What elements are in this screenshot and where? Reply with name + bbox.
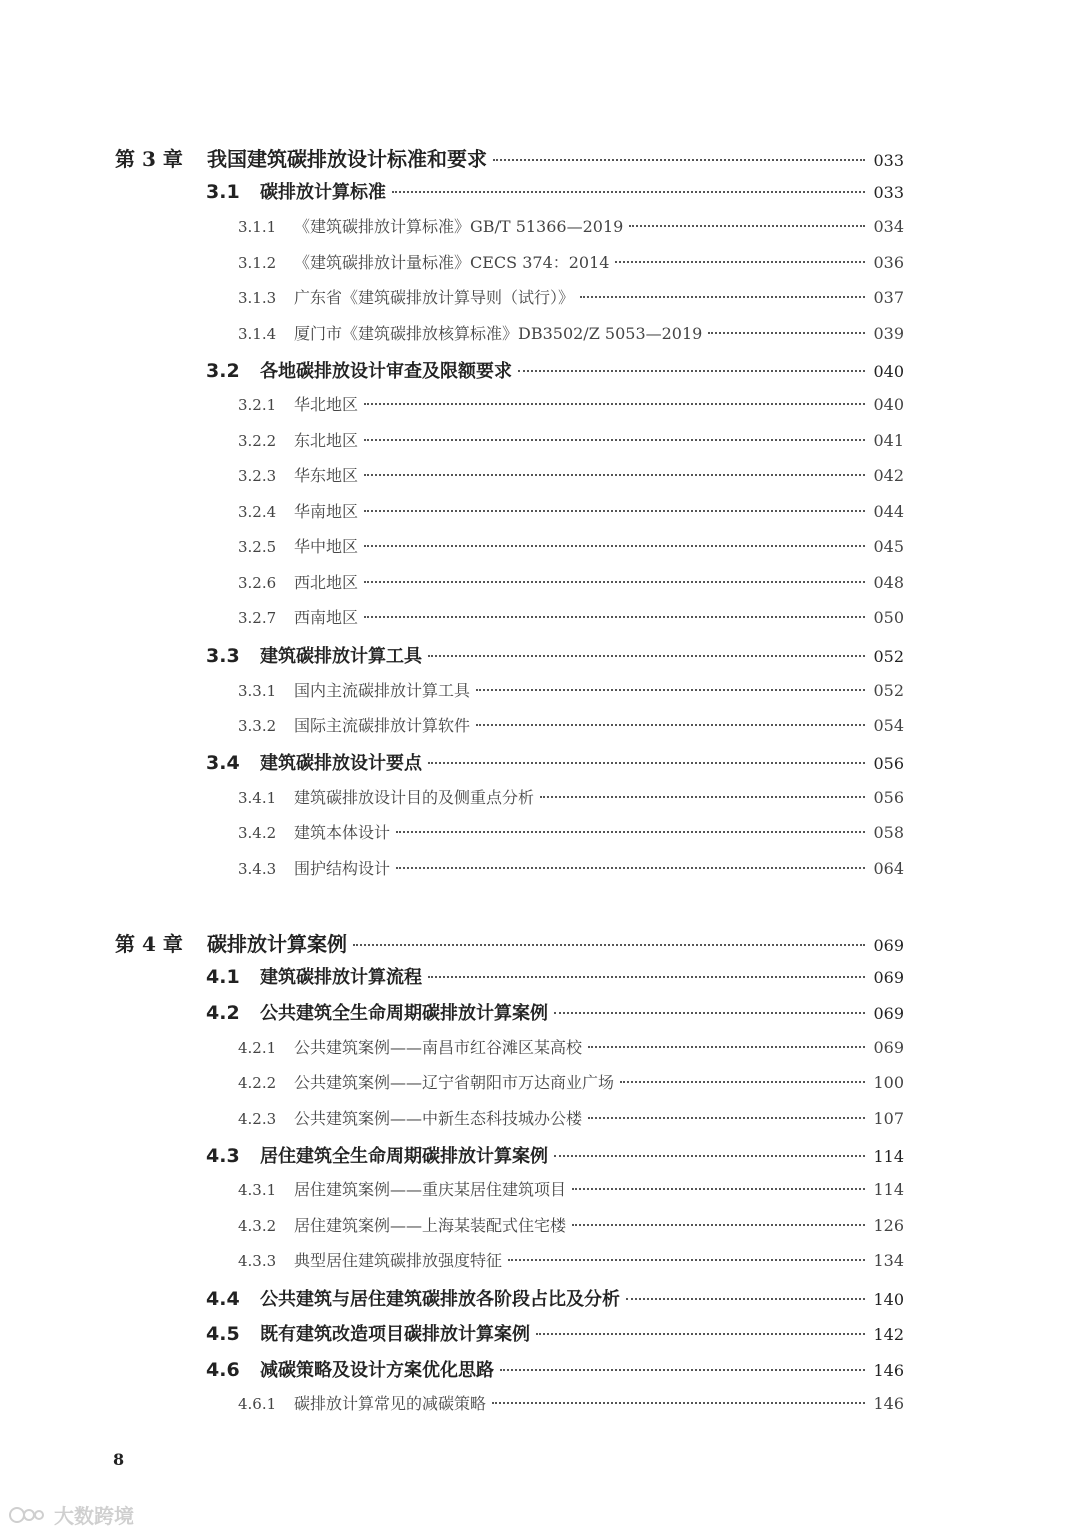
toc-title: 厦门市《建筑碳排放核算标准》DB3502/Z 5053—2019 xyxy=(294,324,703,343)
toc-page-number: 146 xyxy=(873,1394,904,1413)
toc-number: 3.1.2 xyxy=(238,254,277,272)
toc-page-number: 056 xyxy=(873,754,904,773)
toc-title: 减碳策略及设计方案优化思路 xyxy=(260,1360,494,1381)
toc-page-number: 069 xyxy=(873,936,904,955)
toc-title: 建筑碳排放计算工具 xyxy=(260,646,422,667)
toc-subsection-row[interactable] xyxy=(238,1177,904,1200)
toc-number: 3.4.1 xyxy=(238,789,277,807)
toc-title: 国际主流碳排放计算软件 xyxy=(294,716,471,735)
toc-title: 公共建筑案例——南昌市红谷滩区某高校 xyxy=(294,1038,583,1057)
dot-leader xyxy=(492,1402,865,1404)
toc-section-row[interactable] xyxy=(206,963,904,989)
toc-page-number: 056 xyxy=(873,788,904,807)
toc-page-number: 114 xyxy=(873,1180,904,1199)
toc-title: 华中地区 xyxy=(294,537,359,556)
dot-leader xyxy=(364,616,865,618)
toc-title: 西北地区 xyxy=(294,573,359,592)
toc-number: 3.2.2 xyxy=(238,432,277,450)
toc-subsection-row[interactable] xyxy=(238,285,904,308)
dot-leader xyxy=(364,474,865,476)
toc-page-number: 142 xyxy=(873,1325,904,1344)
toc-number: 4.2.3 xyxy=(238,1110,277,1128)
toc-title: 国内主流碳排放计算工具 xyxy=(294,681,471,700)
toc-page-number: 037 xyxy=(873,288,904,307)
toc-section-row[interactable] xyxy=(206,1285,904,1311)
toc-number: 3.1.4 xyxy=(238,325,277,343)
toc-page-number: 069 xyxy=(873,968,904,987)
toc-title: 建筑碳排放计算流程 xyxy=(260,967,422,988)
dot-leader xyxy=(536,1333,865,1335)
toc-page-number: 058 xyxy=(873,823,904,842)
dot-leader xyxy=(500,1369,865,1371)
toc-subsection-row[interactable] xyxy=(238,713,904,736)
toc-number: 4.2 xyxy=(206,1002,240,1024)
dot-leader xyxy=(476,689,865,691)
toc-number: 第 4 章 xyxy=(115,932,183,956)
toc-title: 《建筑碳排放计算标准》GB/T 51366—2019 xyxy=(294,217,624,236)
toc-title: 东北地区 xyxy=(294,431,359,450)
dot-leader xyxy=(364,403,865,405)
toc-number: 3.3.2 xyxy=(238,717,277,735)
toc-title: 建筑本体设计 xyxy=(294,823,391,842)
toc-title: 碳排放计算标准 xyxy=(260,182,386,203)
toc-subsection-row[interactable] xyxy=(238,820,904,843)
toc-subsection-row[interactable] xyxy=(238,534,904,557)
toc-page-number: 050 xyxy=(873,608,904,627)
toc-title: 公共建筑案例——辽宁省朝阳市万达商业广场 xyxy=(294,1073,615,1092)
toc-subsection-row[interactable] xyxy=(238,321,904,344)
dot-leader xyxy=(626,1298,865,1300)
toc-subsection-row[interactable] xyxy=(238,1248,904,1271)
dot-leader xyxy=(629,225,865,227)
toc-subsection-row[interactable] xyxy=(238,250,904,273)
toc-title: 公共建筑全生命周期碳排放计算案例 xyxy=(260,1003,548,1024)
toc-title: 西南地区 xyxy=(294,608,359,627)
toc-section-row[interactable] xyxy=(206,357,904,383)
dot-leader xyxy=(428,762,865,764)
toc-page-number: 100 xyxy=(873,1073,904,1092)
toc-number: 3.1.1 xyxy=(238,218,277,236)
dot-leader xyxy=(364,439,865,441)
toc-subsection-row[interactable] xyxy=(238,856,904,879)
toc-page-number: 126 xyxy=(873,1216,904,1235)
toc-subsection-row[interactable] xyxy=(238,499,904,522)
toc-title: 围护结构设计 xyxy=(294,859,391,878)
toc-number: 3.2.4 xyxy=(238,503,277,521)
toc-number: 3.2.6 xyxy=(238,574,277,592)
toc-number: 3.4 xyxy=(206,752,240,774)
toc-subsection-row[interactable] xyxy=(238,570,904,593)
toc-title: 既有建筑改造项目碳排放计算案例 xyxy=(260,1324,530,1345)
toc-title: 居住建筑全生命周期碳排放计算案例 xyxy=(260,1146,548,1167)
toc-title: 居住建筑案例——重庆某居住建筑项目 xyxy=(294,1180,567,1199)
toc-number: 4.1 xyxy=(206,966,240,988)
toc-page-number: 069 xyxy=(873,1004,904,1023)
toc-number: 3.4.2 xyxy=(238,824,277,842)
toc-subsection-row[interactable] xyxy=(238,785,904,808)
page-number: 8 xyxy=(113,1450,125,1469)
dot-leader xyxy=(428,976,865,978)
dot-leader xyxy=(572,1224,865,1226)
toc-chapter-row[interactable] xyxy=(115,928,904,957)
toc-number: 4.6 xyxy=(206,1359,240,1381)
toc-page-number: 034 xyxy=(873,217,904,236)
toc-title: 典型居住建筑碳排放强度特征 xyxy=(294,1251,503,1270)
dot-leader xyxy=(588,1046,865,1048)
dot-leader xyxy=(572,1188,865,1190)
toc-number: 4.3.1 xyxy=(238,1181,277,1199)
toc-page-number: 052 xyxy=(873,647,904,666)
toc-title: 广东省《建筑碳排放计算导则（试行）》 xyxy=(294,288,575,307)
toc-subsection-row[interactable] xyxy=(238,1213,904,1236)
toc-page-number: 114 xyxy=(873,1147,904,1166)
dot-leader xyxy=(396,867,865,869)
toc-subsection-row[interactable] xyxy=(238,1070,904,1093)
toc-page-number: 054 xyxy=(873,716,904,735)
dot-leader xyxy=(615,261,865,263)
toc-number: 3.3 xyxy=(206,645,240,667)
toc-number: 3.2 xyxy=(206,360,240,382)
watermark xyxy=(8,1500,134,1529)
toc-page-number: 048 xyxy=(873,573,904,592)
toc-page-number: 107 xyxy=(873,1109,904,1128)
toc-section-row[interactable] xyxy=(206,999,904,1025)
dot-leader xyxy=(476,724,865,726)
toc-subsection-row[interactable] xyxy=(238,1391,904,1414)
dot-leader xyxy=(396,831,865,833)
toc-number: 4.3.3 xyxy=(238,1252,277,1270)
toc-title: 碳排放计算常见的减碳策略 xyxy=(294,1394,487,1413)
dot-leader xyxy=(518,370,865,372)
toc-section-row[interactable] xyxy=(206,1356,904,1382)
toc-number: 4.4 xyxy=(206,1288,240,1310)
toc-title: 华北地区 xyxy=(294,395,359,414)
toc-number: 4.3 xyxy=(206,1145,240,1167)
toc-subsection-row[interactable] xyxy=(238,678,904,701)
toc-title: 公共建筑与居住建筑碳排放各阶段占比及分析 xyxy=(260,1289,620,1310)
toc-number: 3.1 xyxy=(206,181,240,203)
toc-section-row[interactable] xyxy=(206,642,904,668)
toc-subsection-row[interactable] xyxy=(238,605,904,628)
toc-title: 碳排放计算案例 xyxy=(207,932,347,956)
toc-page-number: 140 xyxy=(873,1290,904,1309)
toc-title: 建筑碳排放设计要点 xyxy=(260,753,422,774)
toc-subsection-row[interactable] xyxy=(238,392,904,415)
toc-page-number: 044 xyxy=(873,502,904,521)
dot-leader xyxy=(364,545,865,547)
dot-leader xyxy=(588,1117,865,1119)
toc-number: 3.2.7 xyxy=(238,609,277,627)
dot-leader xyxy=(580,296,865,298)
toc-page-number: 039 xyxy=(873,324,904,343)
toc-page-number: 033 xyxy=(873,183,904,202)
toc-number: 4.2.2 xyxy=(238,1074,277,1092)
toc-page-number: 033 xyxy=(873,151,904,170)
toc-number: 3.4.3 xyxy=(238,860,277,878)
toc-title: 公共建筑案例——中新生态科技城办公楼 xyxy=(294,1109,583,1128)
toc-number: 4.2.1 xyxy=(238,1039,277,1057)
toc-page-number: 045 xyxy=(873,537,904,556)
dot-leader xyxy=(540,796,865,798)
toc-section-row[interactable] xyxy=(206,749,904,775)
toc-page-number: 040 xyxy=(873,362,904,381)
dot-leader xyxy=(353,944,865,946)
toc-section-row[interactable] xyxy=(206,1320,904,1346)
toc-number: 4.3.2 xyxy=(238,1217,277,1235)
toc-page-number: 146 xyxy=(873,1361,904,1380)
watermark-text: 大数跨境 xyxy=(54,1504,134,1528)
toc-page-number: 042 xyxy=(873,466,904,485)
toc-page-number: 052 xyxy=(873,681,904,700)
toc-section-row[interactable] xyxy=(206,178,904,204)
dot-leader xyxy=(554,1155,865,1157)
toc-number: 第 3 章 xyxy=(115,147,183,171)
toc-title: 《建筑碳排放计量标准》CECS 374：2014 xyxy=(294,253,610,272)
toc-number: 3.2.5 xyxy=(238,538,277,556)
toc-title: 居住建筑案例——上海某装配式住宅楼 xyxy=(294,1216,567,1235)
dot-leader xyxy=(508,1259,865,1261)
toc-subsection-row[interactable] xyxy=(238,1035,904,1058)
toc-number: 4.5 xyxy=(206,1323,240,1345)
toc-title: 华东地区 xyxy=(294,466,359,485)
dot-leader xyxy=(392,191,865,193)
toc-page-number: 064 xyxy=(873,859,904,878)
toc-title: 建筑碳排放设计目的及侧重点分析 xyxy=(294,788,535,807)
toc-chapter-row[interactable] xyxy=(115,143,904,172)
toc-page-number: 069 xyxy=(873,1038,904,1057)
toc-page-number: 041 xyxy=(873,431,904,450)
toc-page-number: 040 xyxy=(873,395,904,414)
toc-number: 3.1.3 xyxy=(238,289,277,307)
toc-page-number: 036 xyxy=(873,253,904,272)
toc-subsection-row[interactable] xyxy=(238,214,904,237)
toc-subsection-row[interactable] xyxy=(238,1106,904,1129)
dot-leader xyxy=(708,332,865,334)
dot-leader xyxy=(620,1081,865,1083)
toc-subsection-row[interactable] xyxy=(238,428,904,451)
toc-number: 3.2.1 xyxy=(238,396,277,414)
toc-title: 我国建筑碳排放设计标准和要求 xyxy=(207,147,487,171)
toc-section-row[interactable] xyxy=(206,1142,904,1168)
watermark-logo-icon xyxy=(8,1504,48,1526)
dot-leader xyxy=(428,655,865,657)
toc-number: 3.3.1 xyxy=(238,682,277,700)
toc-title: 各地碳排放设计审查及限额要求 xyxy=(260,361,512,382)
dot-leader xyxy=(364,510,865,512)
dot-leader xyxy=(493,159,865,161)
toc-subsection-row[interactable] xyxy=(238,463,904,486)
toc-title: 华南地区 xyxy=(294,502,359,521)
dot-leader xyxy=(364,581,865,583)
dot-leader xyxy=(554,1012,865,1014)
toc-page-number: 134 xyxy=(873,1251,904,1270)
toc-number: 4.6.1 xyxy=(238,1395,277,1413)
toc-number: 3.2.3 xyxy=(238,467,277,485)
